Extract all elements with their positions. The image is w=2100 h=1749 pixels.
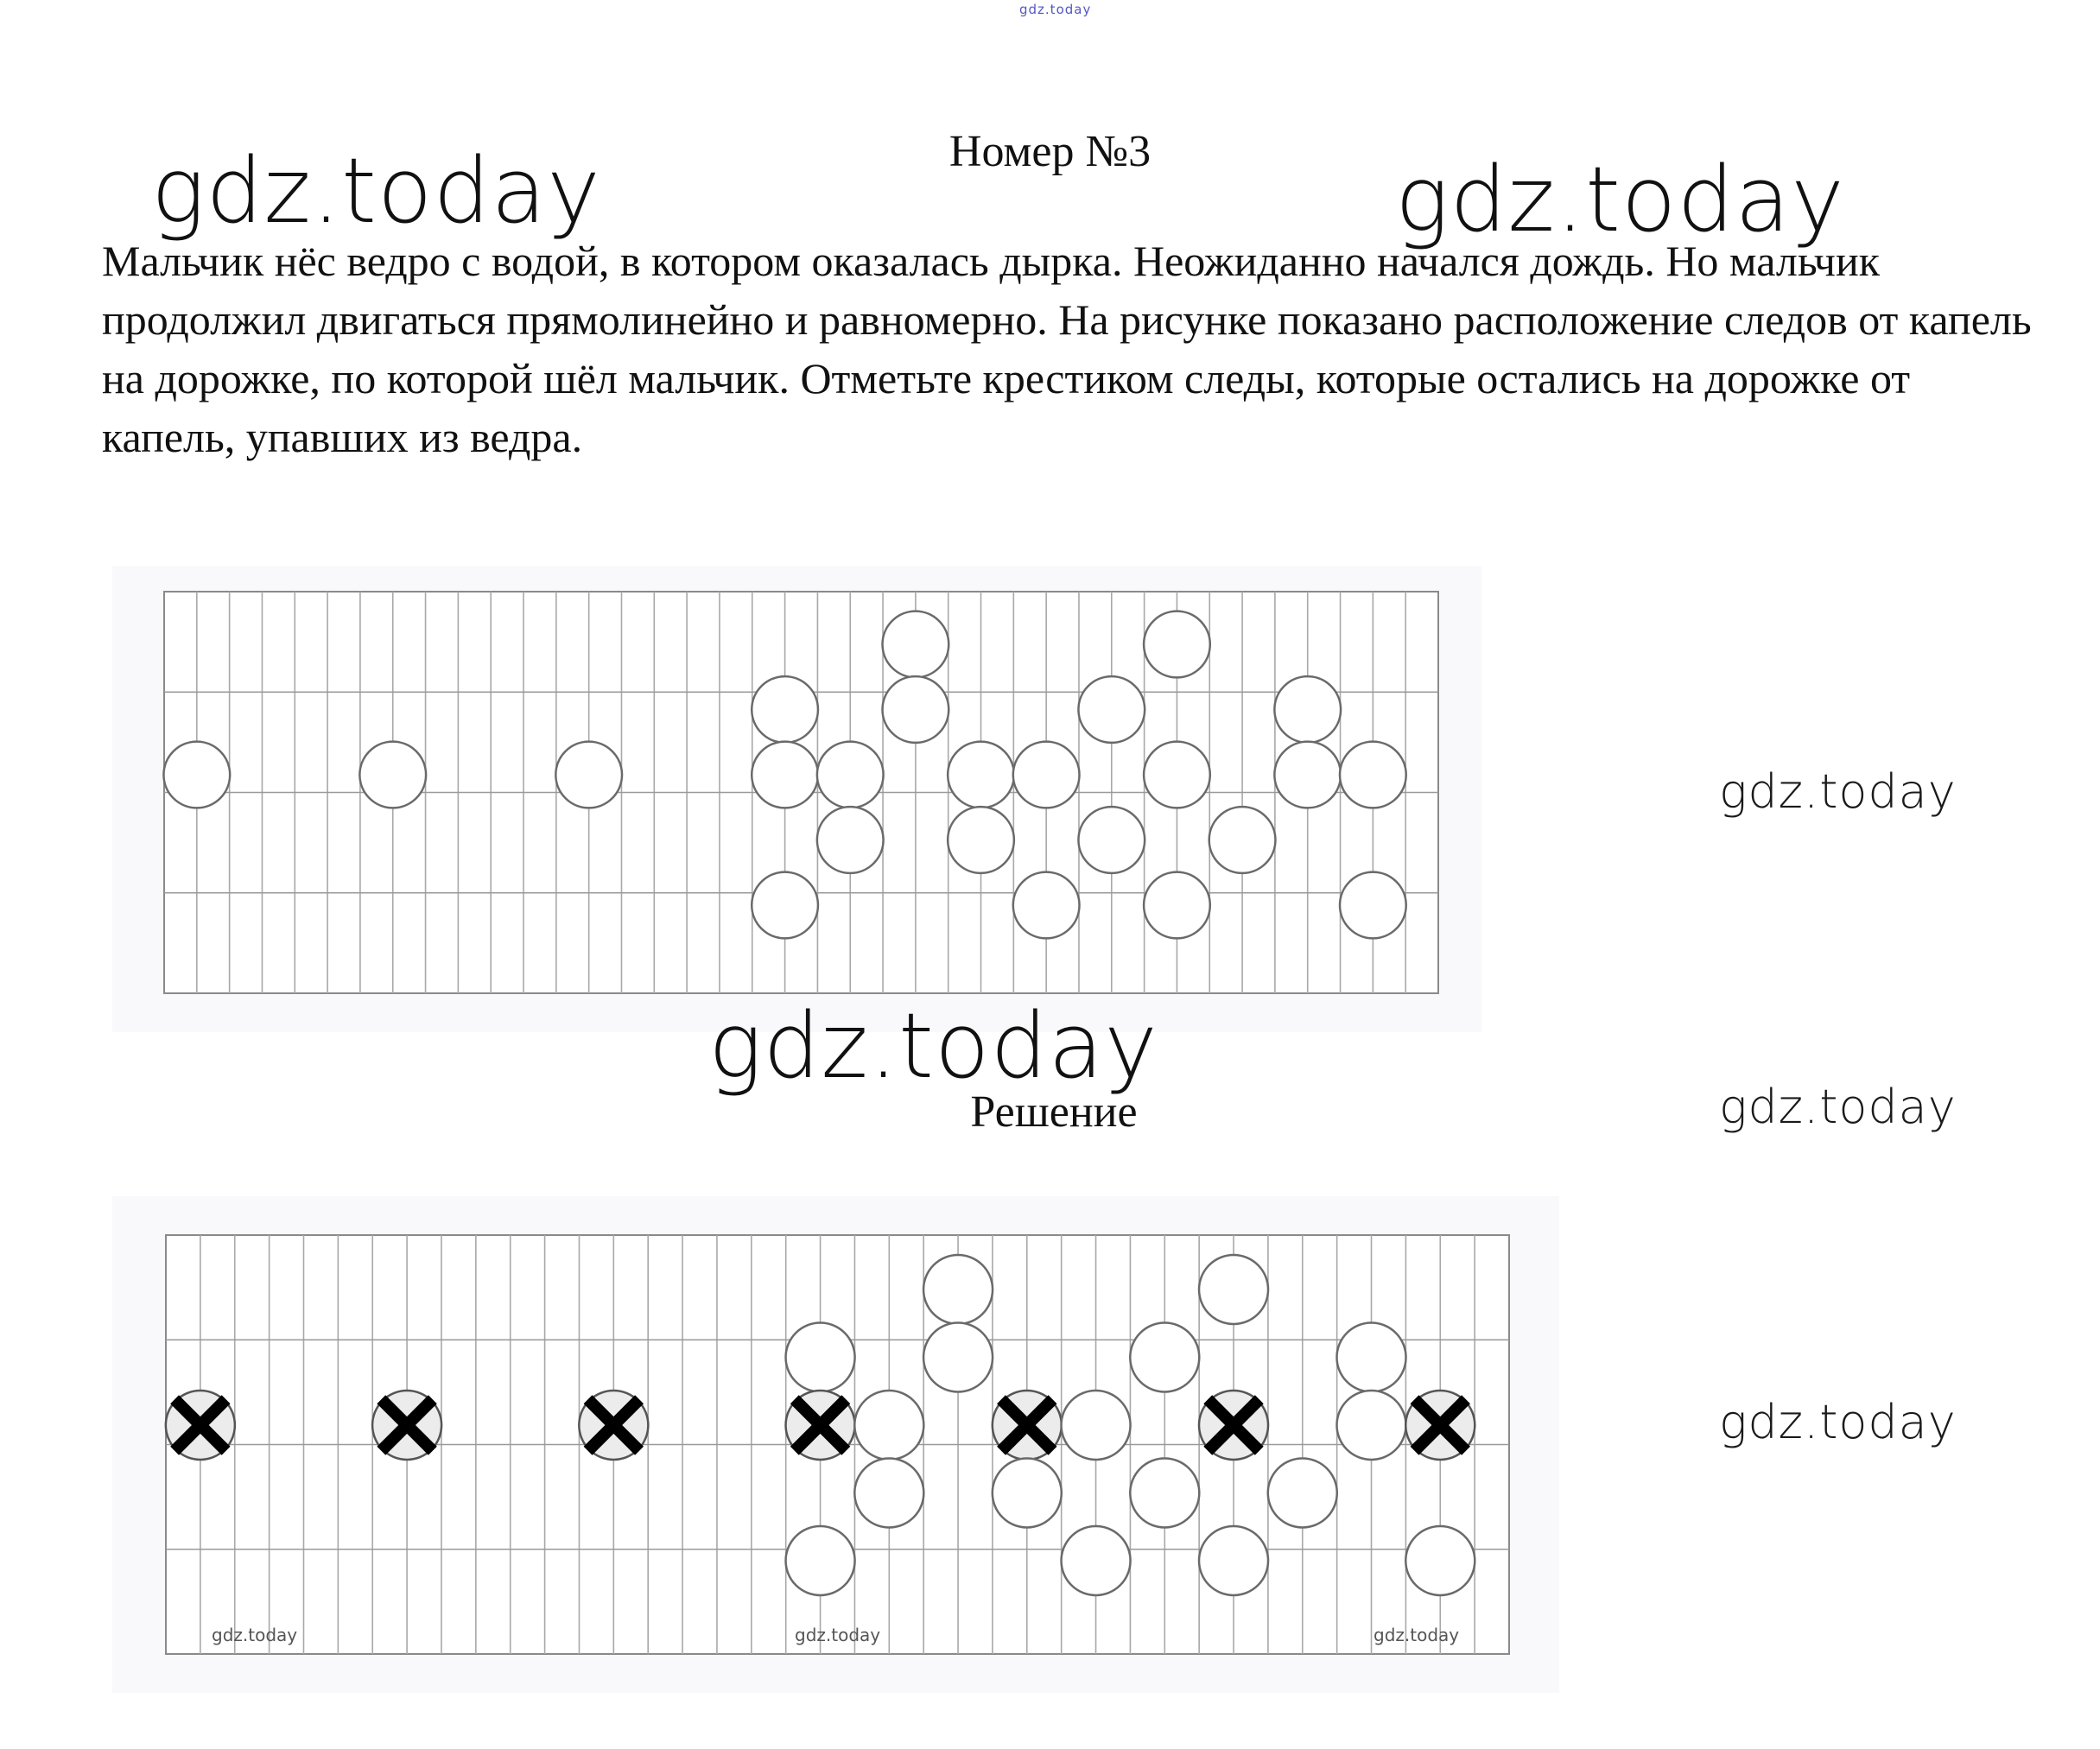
rain-drop-mark <box>1337 1322 1406 1391</box>
rain-drop-mark <box>817 807 884 873</box>
rain-drop-mark <box>817 742 884 808</box>
rain-drop-mark <box>1274 742 1341 808</box>
rain-drop-mark <box>1199 1255 1268 1324</box>
watermark-right-1: gdz.today <box>1719 764 1957 819</box>
rain-drop-mark <box>1405 1526 1475 1595</box>
rain-drop-mark <box>1199 1526 1268 1595</box>
rain-drop-mark <box>1337 1391 1406 1460</box>
rain-drop-mark <box>923 1322 993 1391</box>
rain-drop-mark <box>786 1322 855 1391</box>
rain-drop-mark <box>1268 1458 1337 1527</box>
rain-drop-mark <box>1340 742 1406 808</box>
rain-drop-mark <box>1013 872 1080 939</box>
rain-drop-mark <box>163 742 230 808</box>
problem-text: Мальчик нёс ведро с водой, в котором оказалась дырка. Неожиданно начался дождь. Но мальчик продолжил двигаться прямолинейно и равномерно. На рисунке показано расположение следов от капель на дорожке, по которой шёл мальчик. Отметьте крестиком следы, которые остались на дорожке от капель, упавших из ведра. <box>102 237 2032 461</box>
watermark-right-3: gdz.today <box>1719 1395 1957 1449</box>
rain-drop-mark <box>883 676 949 743</box>
rain-drop-mark <box>1013 742 1080 808</box>
rain-drop-mark <box>1062 1391 1131 1460</box>
rain-drop-mark <box>1144 612 1210 678</box>
rain-drop-mark <box>948 807 1014 873</box>
task-figure <box>112 566 1481 1032</box>
rain-drop-mark <box>1340 872 1406 939</box>
rain-drop-mark <box>359 742 426 808</box>
rain-drop-mark <box>854 1458 923 1527</box>
rain-drop-mark <box>1078 807 1145 873</box>
rain-drop-mark <box>854 1391 923 1460</box>
watermark-right-2: gdz.today <box>1719 1080 1957 1134</box>
rain-drop-mark <box>752 872 818 939</box>
task-figure-panel <box>112 566 1481 1032</box>
rain-drop-mark <box>993 1458 1062 1527</box>
rain-drop-mark <box>752 742 818 808</box>
rain-drop-mark <box>1062 1526 1131 1595</box>
rain-drop-mark <box>1144 872 1210 939</box>
rain-drop-mark <box>1144 742 1210 808</box>
watermark-top: gdz.today <box>1019 2 1092 17</box>
watermark-big-left: gdz.today <box>151 138 601 244</box>
rain-drop-mark <box>1209 807 1276 873</box>
rain-drop-mark <box>1130 1458 1199 1527</box>
watermark-inside: gdz.today <box>1374 1625 1460 1645</box>
rain-drop-mark <box>555 742 622 808</box>
watermark-big-right: gdz.today <box>1395 147 1845 252</box>
solution-figure-panel <box>112 1196 1559 1693</box>
rain-drop-mark <box>883 612 949 678</box>
rain-drop-mark <box>786 1526 855 1595</box>
watermark-inside: gdz.today <box>795 1625 881 1645</box>
solution-figure <box>112 1196 1559 1693</box>
solution-title: Решение <box>970 1087 1138 1137</box>
watermark-big-center: gdz.today <box>708 993 1158 1099</box>
page-title: Номер №3 <box>948 127 1152 176</box>
rain-drop-mark <box>923 1255 993 1324</box>
rain-drop-mark <box>1274 676 1341 743</box>
rain-drop-mark <box>752 676 818 743</box>
rain-drop-mark <box>948 742 1014 808</box>
rain-drop-mark <box>1078 676 1145 743</box>
watermark-inside: gdz.today <box>212 1625 298 1645</box>
rain-drop-mark <box>1130 1322 1199 1391</box>
